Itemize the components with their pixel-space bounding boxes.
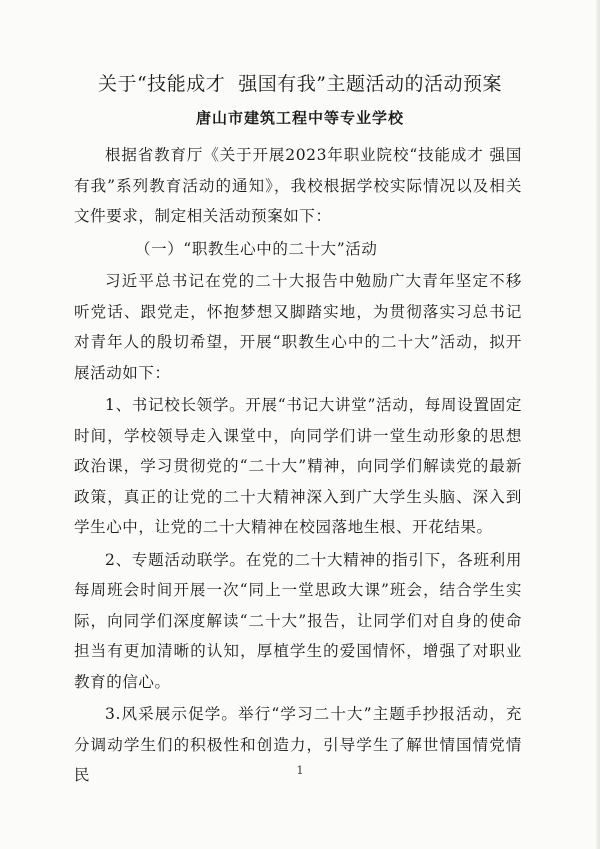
item-3-paragraph: 3.风采展示促学。举行“学习二十大”主题手抄报活动，充分调动学生们的积极性和创造力，引导学生了解世情国情党情民 xyxy=(74,705,522,784)
document-body xyxy=(74,140,522,793)
document-subtitle: 唐山市建筑工程中等专业学校 xyxy=(195,109,404,127)
document-title: 关于“技能成才 强国有我”主题活动的活动预案 xyxy=(97,73,502,95)
intro-paragraph: 根据省教育厅《关于开展2023年职业院校“技能成才 强国有我”系列教育活动的通知》，我校根据学校实际情况以及相关文件要求，制定相关活动预案如下： xyxy=(74,146,522,225)
section-intro-paragraph: 习近平总书记在党的二十大报告中勉励广大青年坚定不移听党话、跟党走，怀抱梦想又脚踏实地，为贯彻落实习总书记对青年人的殷切希望，开展“职教生心中的二十大”活动，拟开展活动如下： xyxy=(74,272,522,382)
item-2-paragraph: 2、专题活动联学。在党的二十大精神的指引下，各班利用每周班会时间开展一次“同上一堂思政大课”班会，结合学生实际，向同学们深度解读“二十大”报告，让同学们对自身的使命担当有更加清晰的认知，厚植学生的爱国情怀，增强了对职业教育的信心。 xyxy=(74,550,522,691)
page-number: 1 xyxy=(296,764,304,777)
item-1-paragraph: 1、书记校长领学。开展“书记大讲堂”活动，每周设置固定时间，学校领导走入课堂中，向同学们讲一堂生动形象的思想政治课，学习贯彻党的“二十大”精神，向同学们解读党的最新政策，真正的让党的二十大精神深入到广大学生头脑、深入到学生心中，让党的二十大精神在校园落地生根、开花结果。 xyxy=(74,396,522,536)
section-heading: （一）“职教生心中的二十大”活动 xyxy=(135,239,378,258)
